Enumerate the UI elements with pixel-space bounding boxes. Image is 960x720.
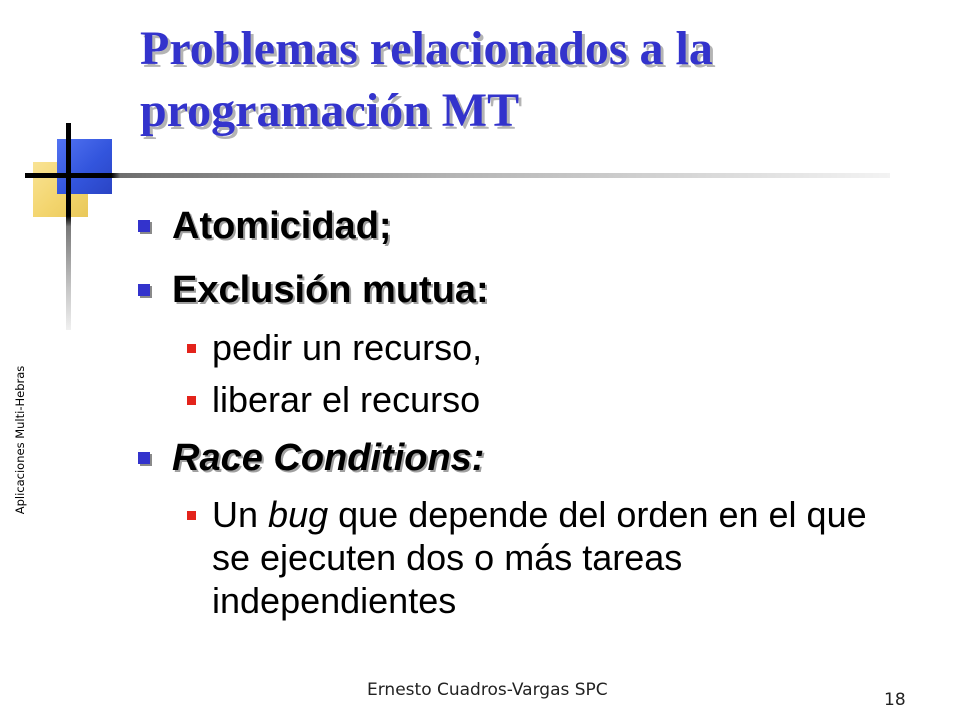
- side-label: Aplicaciones Multi-Hebras: [13, 365, 27, 515]
- sub-bullet-text-end: que depende del orden en el que se ejecuten dos o más tareas independientes: [212, 494, 867, 621]
- sub-bullet-text-start: Un: [212, 494, 259, 535]
- red-square-bullet-icon: [187, 511, 196, 520]
- red-square-bullet-icon: [187, 344, 196, 353]
- red-square-bullet-icon: [187, 396, 196, 405]
- blue-square-bullet-icon: [138, 284, 150, 296]
- sub-bullet-text-italic: bug: [268, 494, 329, 535]
- vertical-accent-bar: [66, 123, 71, 330]
- sub-bullet-paragraph: [212, 493, 902, 622]
- footer-author: Ernesto Cuadros-Vargas SPC: [367, 680, 608, 700]
- bullet-text: Exclusión mutua:: [172, 269, 489, 311]
- blue-square-bullet-icon: [138, 220, 150, 232]
- sub-bullet-text: pedir un recurso,: [212, 327, 483, 368]
- title-underline-bar: [25, 173, 890, 178]
- bullet-text: Atomicidad;: [172, 205, 392, 247]
- sub-bullet-text: liberar el recurso: [212, 379, 481, 420]
- bullet-item-exclusion-mutua: [138, 267, 898, 313]
- bullet-text: Race Conditions:: [172, 437, 485, 479]
- bullet-item-atomicidad: [138, 203, 898, 249]
- blue-square-bullet-icon: [138, 452, 150, 464]
- slide-title: Problemas relacionados a la programación MT: [140, 22, 713, 137]
- slide-number: 18: [884, 690, 906, 710]
- bullet-item-race-conditions: [138, 435, 898, 481]
